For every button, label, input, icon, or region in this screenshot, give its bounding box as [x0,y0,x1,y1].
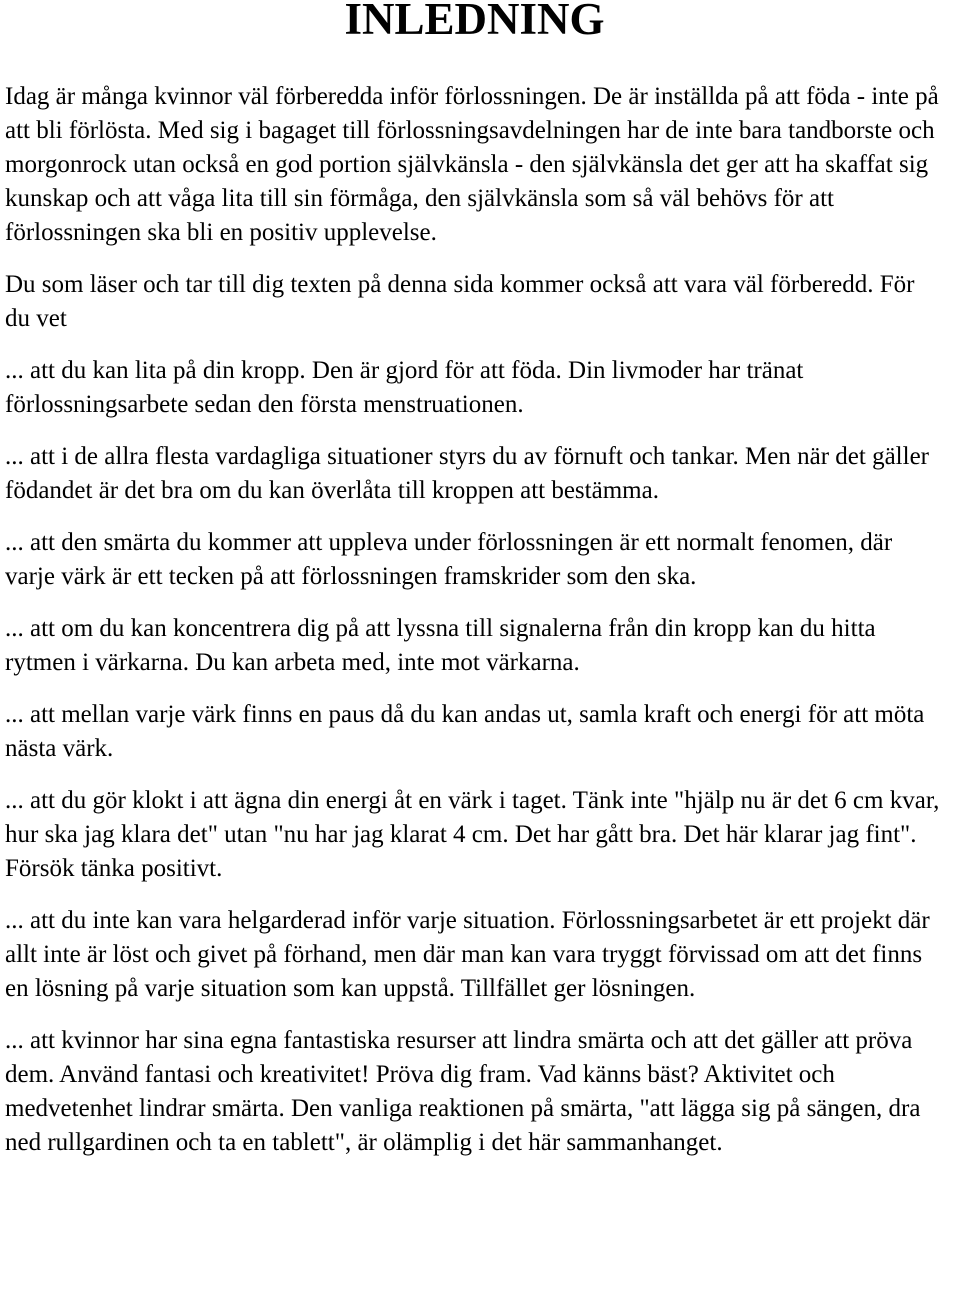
paragraph-intro: Idag är många kvinnor väl förberedda inför förlossningen. De är inställda på att föda - inte på att bli förlösta. Med sig i bagaget till förlossningsavdelningen har de inte bara tandborste och morgonrock utan också en god portion självkänsla - den självkänsla det ger att ha skaffat sig kunskap och att våga lita till sin förmåga, den självkänsla som så väl behövs för att förlossningen ska bli en positiv upplevelse. [5,83,939,246]
paragraph-own-resources: ... att kvinnor har sina egna fantastiska resurser att lindra smärta och att det gäller att pröva dem. Använd fantasi och kreativitet! Pröva dig fram. Vad känns bäst? Aktivitet och medvetenhet lindrar smärta. Den vanliga reaktionen på smärta, "att lägga sig på sängen, dra ned rullgardinen och ta en tablett", är olämplig i det här sammanhanget. [5,1027,921,1156]
paragraph-let-body-decide: ... att i de allra flesta vardagliga situationer styrs du av förnuft och tankar. Men när det gäller födandet är det bra om du kan överlåta till kroppen att bestämma. [5,443,929,504]
paragraph-pain-normal: ... att den smärta du kommer att uppleva under förlossningen är ett normalt fenomen, där varje värk är ett tecken på att förlossningen framskrider som den ska. [5,529,893,590]
paragraph-body-trust: ... att du kan lita på din kropp. Den är gjord för att föda. Din livmoder har tränat förlossningsarbete sedan den första menstruationen. [5,357,804,418]
paragraph-not-fully-prepared: ... att du inte kan vara helgarderad inför varje situation. Förlossningsarbetet är ett projekt där allt inte är löst och givet på förhand, men där man kan vara tryggt förvissad om att det finns en lösning på varje situation som kan uppstå. Tillfället ger lösningen. [5,907,930,1002]
paragraph-listen-rhythm: ... att om du kan koncentrera dig på att lyssna till signalerna från din kropp kan du hitta rytmen i värkarna. Du kan arbeta med, inte mot värkarna. [5,615,876,676]
paragraph-reader: Du som läser och tar till dig texten på denna sida kommer också att vara väl förberedd. För du vet [5,271,915,332]
paragraph-one-at-a-time: ... att du gör klokt i att ägna din energi åt en värk i taget. Tänk inte "hjälp nu är det 6 cm kvar, hur ska jag klara det" utan "nu har jag klarat 4 cm. Det har gått bra. Det här klarar jag fint". Försök tänka positivt. [5,787,940,882]
paragraph-pause: ... att mellan varje värk finns en paus då du kan andas ut, samla kraft och energi för att möta nästa värk. [5,701,925,762]
document-body [5,80,944,1160]
page-title: INLEDNING [344,0,605,44]
